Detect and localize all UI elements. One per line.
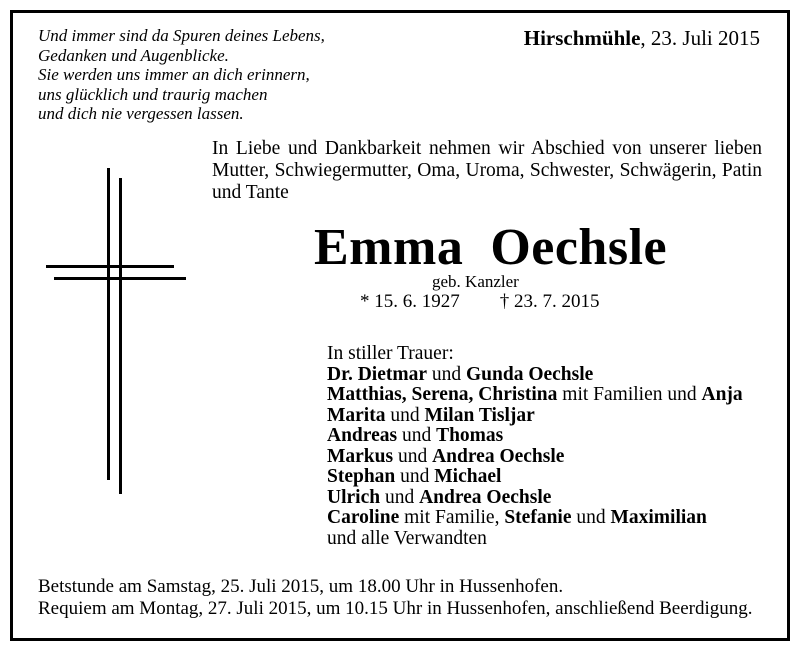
mourner-line	[327, 426, 743, 447]
mourner-connector: mit Familien und	[557, 384, 702, 405]
mourner-name: Stefanie	[504, 507, 572, 528]
mourner-connector: und	[385, 404, 425, 426]
mourner-name: Maximilian	[610, 507, 707, 528]
mourner-line	[327, 488, 743, 509]
mourner-name: Markus	[327, 445, 394, 467]
mourner-connector: und	[571, 507, 611, 528]
poem-line: und dich nie vergessen lassen.	[38, 104, 244, 123]
place: Hirschmühle	[523, 26, 641, 50]
mourner-line	[327, 447, 743, 468]
birth-date: * 15. 6. 1927	[360, 291, 460, 312]
mourner-name: Ulrich	[327, 486, 381, 508]
mourner-connector: und	[397, 425, 437, 446]
death-date: † 23. 7. 2015	[499, 291, 600, 312]
cross-icon	[44, 168, 189, 498]
mourner-name: Marita	[327, 404, 386, 426]
mourner-connector: mit Familie,	[399, 507, 505, 528]
mourner-connector: und	[427, 363, 466, 385]
mourner-name: Caroline	[327, 507, 400, 528]
service-info	[38, 576, 753, 620]
life-dates	[360, 291, 600, 313]
mourner-line	[327, 508, 743, 529]
poem-line: Gedanken und Augenblicke.	[38, 45, 229, 65]
service-line: Betstunde am Samstag, 25. Juli 2015, um 18.00 Uhr in Hussenhofen.	[38, 576, 564, 597]
mourning-heading: In stiller Trauer:	[327, 343, 454, 364]
place-date	[524, 26, 760, 51]
mourner-name: Milan Tisljar	[424, 404, 535, 426]
mourner-line	[327, 385, 743, 406]
poem-line: Und immer sind da Spuren deines Lebens,	[38, 26, 325, 45]
mourner-name: Anja	[701, 384, 743, 405]
service-line: Requiem am Montag, 27. Juli 2015, um 10.15 Uhr in Hussenhofen, anschließend Beerdigung.	[38, 598, 753, 619]
mourner-line	[327, 529, 743, 550]
intro-text: In Liebe und Dankbarkeit nehmen wir Abschied von unserer lieben Mutter, Schwiegermutter, Oma, Uroma, Schwester, Schwägerin, Patin und Tante	[212, 138, 762, 203]
maiden-name: geb. Kanzler	[432, 272, 519, 291]
mourner-connector: und	[380, 486, 420, 508]
mourner-connector: und alle Verwandten	[327, 527, 487, 549]
mourner-line	[327, 365, 743, 386]
mourner-line	[327, 406, 743, 427]
mourner-name: Dr. Dietmar	[327, 363, 427, 385]
mourner-name: Matthias, Serena, Christina	[327, 384, 558, 405]
mourner-name: Gunda Oechsle	[466, 363, 594, 385]
mourner-connector: und	[393, 445, 433, 467]
mourner-connector: und	[395, 466, 435, 487]
mourner-name: Andreas	[327, 425, 398, 446]
mourner-name: Stephan	[327, 466, 396, 487]
deceased-name: Emma Oechsle	[314, 219, 668, 276]
mourners-block	[327, 344, 743, 549]
mourner-name: Thomas	[436, 425, 504, 446]
poem-line: Sie werden uns immer an dich erinnern,	[38, 65, 310, 84]
poem	[38, 26, 325, 124]
mourner-name: Michael	[434, 466, 502, 487]
mourner-name: Andrea Oechsle	[419, 486, 552, 508]
mourner-name: Andrea Oechsle	[432, 445, 565, 467]
mourner-line	[327, 467, 743, 488]
date: , 23. Juli 2015	[640, 26, 760, 50]
poem-line: uns glücklich und traurig machen	[38, 84, 268, 104]
